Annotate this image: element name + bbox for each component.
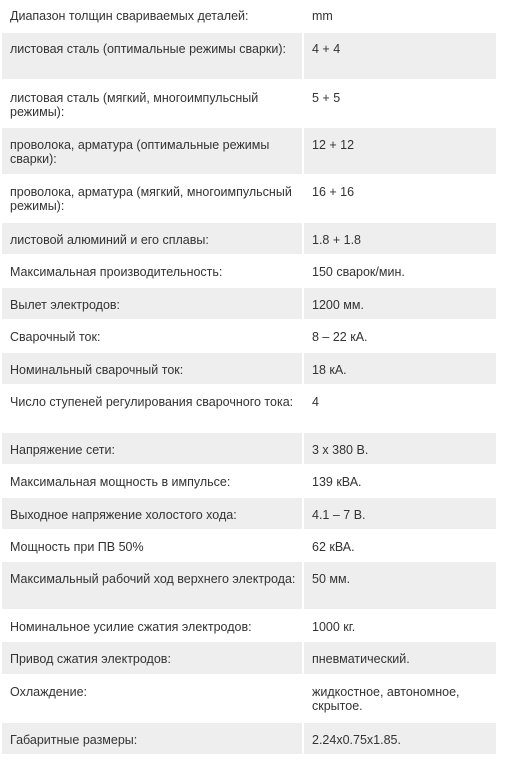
table-row [2,32,496,79]
spec-label: Напряжение сети: [2,432,303,464]
spec-label: Выходное напряжение холостого хода: [2,497,303,529]
table-row [2,561,496,609]
spec-value: 12 + 12 [303,127,496,174]
spec-value: 3 х 380 В. [303,432,496,464]
spec-label: Максимальная мощность в импульсе: [2,464,303,497]
spec-value: жидкостное, автономное, скрытое. [303,674,496,722]
spec-value: 4.1 – 7 В. [303,497,496,529]
spec-value: mm [303,0,496,32]
spec-table [2,0,496,755]
table-row [2,222,496,254]
spec-label: листовая сталь (оптимальные режимы сварки): [2,32,303,79]
spec-value: 4 [303,384,496,432]
spec-label: проволока, арматура (мягкий, многоимпульсный режимы): [2,174,303,222]
spec-value: 1.8 + 1.8 [303,222,496,254]
spec-label: Число ступеней регулирования сварочного тока: [2,384,303,432]
spec-value: 1200 мм. [303,287,496,319]
table-row [2,609,496,641]
spec-label: Привод сжатия электродов: [2,641,303,674]
spec-value: 62 кВА. [303,529,496,561]
table-row [2,127,496,174]
spec-label: листовой алюминий и его сплавы: [2,222,303,254]
spec-label: Охлаждение: [2,674,303,722]
spec-value: 5 + 5 [303,79,496,127]
table-row [2,641,496,674]
spec-value: пневматический. [303,641,496,674]
spec-value: 18 кА. [303,352,496,384]
spec-label: Сварочный ток: [2,319,303,352]
spec-label: Мощность при ПВ 50% [2,529,303,561]
spec-label: Диапазон толщин свариваемых деталей: [2,0,303,32]
spec-value: 139 кВА. [303,464,496,497]
table-row [2,722,496,754]
spec-value: 2.24х0.75х1.85. [303,722,496,754]
spec-label: листовая сталь (мягкий, многоимпульсный режимы): [2,79,303,127]
table-row [2,529,496,561]
table-row [2,432,496,464]
table-row [2,287,496,319]
table-row [2,464,496,497]
table-row [2,674,496,722]
spec-value: 8 – 22 кА. [303,319,496,352]
table-row [2,352,496,384]
table-row [2,174,496,222]
table-row [2,254,496,287]
spec-label: Максимальная производительность: [2,254,303,287]
spec-label: проволока, арматура (оптимальные режимы сварки): [2,127,303,174]
spec-label: Максимальный рабочий ход верхнего электрода: [2,561,303,609]
spec-value: 50 мм. [303,561,496,609]
spec-value: 4 + 4 [303,32,496,79]
spec-value: 150 сварок/мин. [303,254,496,287]
spec-value: 1000 кг. [303,609,496,641]
table-row [2,497,496,529]
spec-label: Габаритные размеры: [2,722,303,754]
table-row [2,0,496,32]
spec-label: Номинальное усилие сжатия электродов: [2,609,303,641]
spec-value: 16 + 16 [303,174,496,222]
table-row [2,79,496,127]
table-row [2,384,496,432]
table-row [2,319,496,352]
spec-label: Вылет электродов: [2,287,303,319]
spec-label: Номинальный сварочный ток: [2,352,303,384]
